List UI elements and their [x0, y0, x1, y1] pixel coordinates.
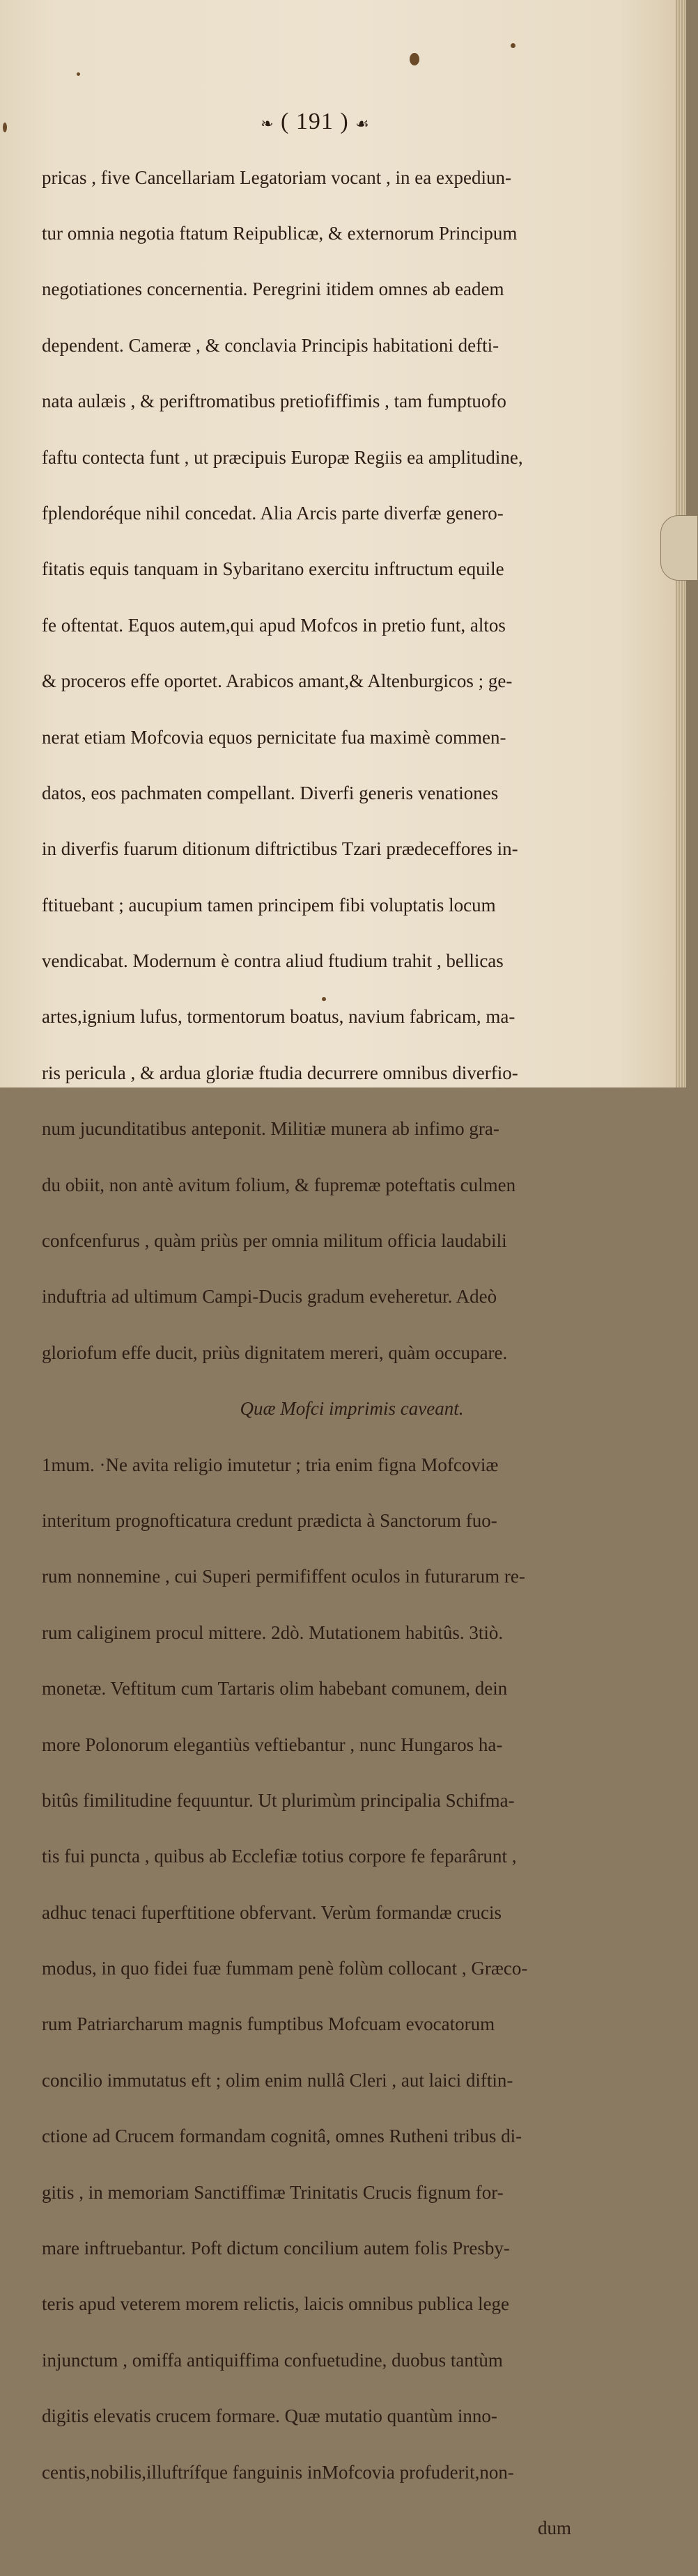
section-subheading: Quæ Mofci imprimis caveant. — [240, 1398, 464, 1420]
text-line: gitis , in memoriam Sanctiffimæ Trinitatis Crucis fignum for- — [42, 2181, 504, 2203]
text-line: centis,nobilis,illuftrífque fanguinis inMofcovia profuderit,non- — [42, 2461, 514, 2483]
header-ornament-right: ☙ — [355, 115, 370, 132]
text-line: fplendoréque nihil concedat. Alia Arcis parte diverfæ genero- — [42, 502, 504, 524]
text-line: digitis elevatis crucem formare. Quæ mutatio quantùm inno- — [42, 2405, 497, 2427]
text-line: nerat etiam Mofcovia equos pernicitate fua maximè commen- — [42, 726, 506, 748]
text-line: interitum prognofticatura credunt prædicta à Sanctorum fuo- — [42, 1509, 497, 1531]
text-line: ctione ad Crucem formandam cognitâ, omnes Rutheni tribus di- — [42, 2126, 522, 2147]
text-line: dependent. Cameræ , & conclavia Principis habitationi defti- — [42, 334, 499, 356]
text-line: negotiationes concernentia. Peregrini itidem omnes ab eadem — [42, 278, 504, 300]
text-line: confcenfurus , quàm priùs per omnia militum officia laudabili — [42, 1230, 507, 1252]
text-line: tur omnia negotia ftatum Reipublicæ, & externorum Principum — [42, 222, 518, 244]
text-line: 1mum. ·Ne avita religio imutetur ; tria enim figna Mofcoviæ — [42, 1454, 499, 1475]
page-number: ( 191 ) — [281, 109, 349, 134]
text-line: nata aulæis , & periftromatibus pretiofiffimis , tam fumptuofo — [42, 391, 506, 412]
text-line: teris apud veterem morem relictis, laicis omnibus publica lege — [42, 2293, 510, 2315]
text-line: fe oftentat. Equos autem,qui apud Mofcos in pretio funt, altos — [42, 614, 506, 636]
text-line: fitatis equis tanquam in Sybaritano exercitu inftructum equile — [42, 558, 504, 580]
header-ornament-left: ❧ — [261, 115, 274, 132]
text-line: dum — [537, 2518, 571, 2538]
text-line: rum nonnemine , cui Superi permififfent oculos in futurarum re- — [42, 1566, 525, 1587]
text-line: num jucunditatibus anteponit. Militiæ munera ab infimo gra- — [42, 1118, 499, 1140]
bookmark-tab — [660, 515, 698, 581]
text-line: artes,ignium lufus, tormentorum boatus, navium fabricam, ma- — [42, 1006, 515, 1028]
text-line: vendicabat. Modernum è contra aliud ftudium trahit , bellicas — [42, 950, 504, 972]
text-line: bitûs fimilitudine fequuntur. Ut plurimùm principalia Schifma- — [42, 1789, 515, 1811]
text-line: datos, eos pachmaten compellant. Diverfi generis venationes — [42, 782, 499, 803]
text-line: ris pericula , & ardua gloriæ ftudia decurrere omnibus diverfio- — [42, 1062, 518, 1083]
text-line: du obiit, non antè avitum folium, & fupremæ poteftatis culmen — [42, 1174, 516, 1195]
text-line: adhuc tenaci fuperftitione obfervant. Verùm formandæ crucis — [42, 1901, 502, 1923]
text-line: rum Patriarcharum magnis fumptibus Mofcuam evocatorum — [42, 2013, 495, 2035]
text-line: modus, in quo fidei fuæ fummam penè folùm collocant , Græco- — [42, 1958, 528, 1979]
ink-spot — [77, 72, 80, 76]
text-line: ftituebant ; aucupium tamen principem fibi voluptatis locum — [42, 894, 496, 916]
text-line: induftria ad ultimum Campi-Ducis gradum eveheretur. Adeò — [42, 1286, 497, 1307]
ink-spot — [410, 53, 419, 65]
text-line: more Polonorum elegantiùs veftiebantur , nunc Hungaros ha- — [42, 1734, 503, 1755]
text-line: gloriofum effe ducit, priùs dignitatem mereri, quàm occupare. — [42, 1342, 508, 1363]
text-line: faftu contecta funt , ut præcipuis Europæ Regiis ea amplitudine, — [42, 446, 523, 468]
ink-spot — [511, 43, 515, 48]
text-line: monetæ. Veftitum cum Tartaris olim habebant comunem, dein — [42, 1678, 508, 1699]
text-line: mare inftruebantur. Poft dictum concilium autem folis Presby- — [42, 2238, 510, 2259]
text-line: tis fui puncta , quibus ab Ecclefiæ totius corpore fe feparârunt , — [42, 1846, 517, 1867]
text-line: concilio immutatus eft ; olim enim nullâ Cleri , aut laici diftin- — [42, 2069, 513, 2091]
text-line: in diverfis fuarum ditionum diftrictibus Tzari prædeceffores in- — [42, 838, 518, 860]
text-line: injunctum , omiffa antiquiffima confuetudine, duobus tantùm — [42, 2349, 503, 2371]
text-line: pricas , five Cancellariam Legatoriam vocant , in ea expediun- — [42, 166, 511, 188]
text-line: rum caliginem procul mittere. 2dò. Mutationem habitûs. 3tiò. — [42, 1621, 504, 1643]
text-line: & proceros effe oportet. Arabicos amant,& Altenburgicos ; ge- — [42, 670, 513, 692]
body-text — [42, 131, 571, 2575]
